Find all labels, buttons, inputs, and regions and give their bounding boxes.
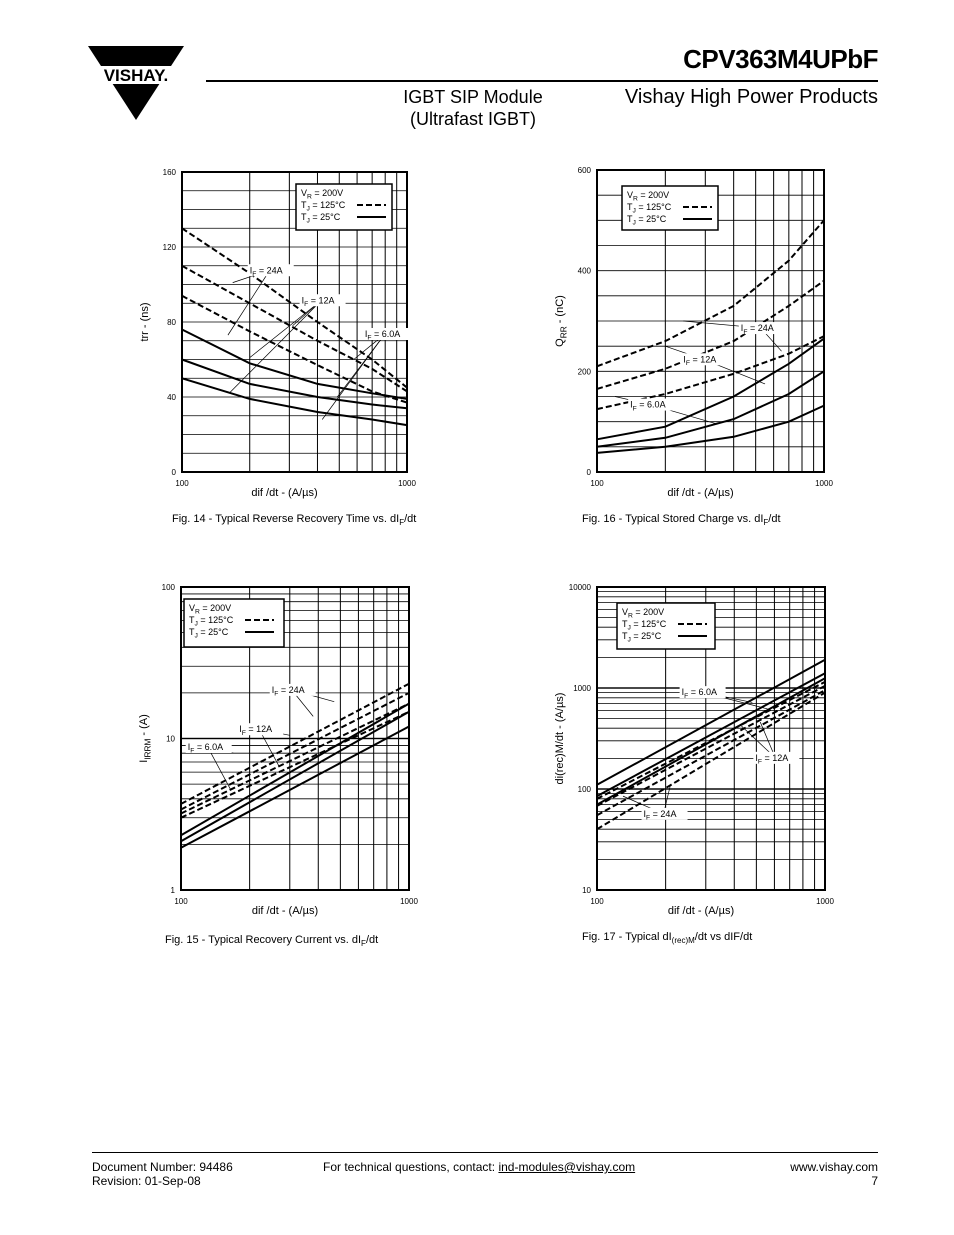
annotation-leader: [229, 300, 321, 393]
figure-caption: Fig. 14 - Typical Reverse Recovery Time vs. $dI_F/dt$: [172, 513, 417, 527]
series-line-5: [597, 660, 825, 785]
annotation-label: $I_F = 12A$: [755, 752, 789, 766]
y-tick-label: 600: [577, 166, 591, 175]
legend-entry: $T_J = 25^\circ C$: [301, 212, 341, 225]
y-tick-label: 100: [577, 785, 591, 794]
company-subtitle: Vishay High Power Products: [624, 86, 878, 108]
annotation-label: $I_F = 24A$: [740, 323, 774, 336]
y-tick-label: 160: [162, 168, 176, 177]
series-line-6: [597, 406, 824, 453]
y-axis-label: trr - (ns): [139, 302, 151, 342]
contact-prefix: For technical questions, contact:: [323, 1160, 499, 1174]
legend-entry: $T_J = 125^\circ C$: [627, 202, 672, 215]
series-line-3: [181, 704, 409, 814]
legend-entry: $T_J = 125^\circ C$: [622, 619, 667, 632]
series-line-6: [181, 712, 409, 841]
annotation-leader: [228, 270, 270, 335]
x-tick-label: 100: [590, 479, 604, 488]
series-line-1: [182, 228, 407, 387]
contact-line: [323, 1160, 635, 1174]
x-tick-label: 1000: [816, 897, 834, 906]
document-number: Document Number: 94486: [92, 1160, 233, 1174]
chart-fig15: [130, 575, 460, 955]
chart-fig16: [540, 160, 860, 540]
legend-entry: $T_J = 25^\circ C$: [627, 214, 667, 227]
annotation-label: $I_F = 6.0A$: [187, 741, 224, 755]
legend-entry: $V_R = 200V$: [189, 603, 232, 616]
y-tick-label: 40: [167, 393, 176, 402]
y-tick-label: 120: [162, 243, 176, 252]
footer-rule: [92, 1152, 878, 1153]
figure-caption: Fig. 17 - Typical $dI_{(rec)M}/dt$ vs dIF/dt: [582, 931, 753, 945]
y-tick-label: 1: [170, 886, 175, 895]
series-line-6: [182, 378, 407, 425]
legend-entry: $T_J = 125^\circ C$: [189, 615, 234, 628]
revision: Revision: 01-Sep-08: [92, 1174, 201, 1188]
chart-fig14: [130, 160, 460, 540]
y-tick-label: 100: [161, 583, 175, 592]
page-number: 7: [871, 1174, 878, 1188]
x-tick-label: 1000: [400, 897, 418, 906]
website-link[interactable]: www.vishay.com: [790, 1160, 878, 1174]
x-tick-label: 100: [174, 897, 188, 906]
legend-entry: $V_R = 200V$: [622, 607, 665, 620]
annotation-label: $I_F = 24A$: [643, 808, 677, 822]
series-line-4: [181, 712, 409, 818]
y-tick-label: 400: [577, 266, 591, 276]
legend-entry: $T_J = 125^\circ C$: [301, 200, 346, 213]
y-tick-label: 10: [166, 734, 175, 744]
chart-fig17: [540, 575, 860, 955]
y-tick-label: 200: [577, 367, 591, 377]
x-axis-label: dif /dt - (A/µs): [667, 487, 734, 499]
y-tick-label: 80: [167, 318, 176, 327]
series-line-3: [597, 336, 824, 409]
series-line-1: [597, 220, 824, 366]
annotation-leader: [250, 300, 322, 357]
legend-entry: $T_J = 25^\circ C$: [189, 627, 229, 640]
x-tick-label: 100: [175, 479, 189, 488]
x-axis-label: dif /dt - (A/µs): [251, 487, 318, 499]
figure-caption: Fig. 15 - Typical Recovery Current vs. $dI_F/dt$: [165, 934, 379, 948]
figure-caption: Fig. 16 - Typical Stored Charge vs. $dI_F/dt$: [582, 513, 781, 527]
module-title: [380, 86, 566, 130]
annotation-label: $I_F = 24A$: [249, 265, 283, 278]
y-axis-label: di(rec)M/dt - (A/µs): [554, 692, 566, 785]
y-tick-label: 0: [171, 468, 176, 477]
header-rule: [206, 80, 878, 82]
legend-entry: $V_R = 200V$: [627, 190, 670, 203]
vishay-logo: [88, 46, 184, 120]
x-tick-label: 1000: [398, 479, 416, 488]
logo-text: VISHAY.: [103, 66, 169, 85]
part-number: CPV363M4UPbF: [683, 44, 878, 74]
annotation-label: $I_F = 12A$: [239, 724, 273, 737]
x-axis-label: dif /dt - (A/µs): [667, 905, 735, 917]
annotation-label: $I_F = 6.0A$: [681, 687, 718, 700]
y-axis-label: $I_{IRRM} - (A)$: [138, 714, 153, 763]
x-tick-label: 1000: [815, 479, 833, 488]
y-tick-label: 1000: [573, 684, 591, 693]
series-line-5: [182, 360, 407, 409]
y-axis-label: $Q_{RR} - (nC)$: [554, 295, 569, 347]
x-tick-label: 100: [590, 897, 604, 906]
legend-entry: $T_J = 25^\circ C$: [622, 631, 662, 644]
module-title-line1: IGBT SIP Module: [403, 87, 543, 107]
annotation-label: $I_F = 6.0A$: [630, 399, 666, 413]
y-tick-label: 10000: [568, 583, 591, 592]
series-line-5: [181, 704, 409, 836]
x-axis-label: dif /dt - (A/µs): [251, 905, 319, 917]
legend-entry: $V_R = 200V$: [301, 188, 344, 201]
module-title-line2: (Ultrafast IGBT): [409, 109, 536, 129]
contact-email-link[interactable]: ind-modules@vishay.com: [498, 1160, 636, 1174]
annotation-label: $I_F = 6.0A$: [364, 329, 401, 342]
annotation-label: $I_F = 12A$: [301, 295, 335, 308]
series-line-2: [597, 281, 824, 389]
annotation-label: $I_F = 12A$: [683, 354, 717, 367]
y-tick-label: 0: [586, 468, 591, 477]
annotation-label: $I_F = 24A$: [271, 684, 305, 698]
y-tick-label: 10: [582, 886, 591, 895]
